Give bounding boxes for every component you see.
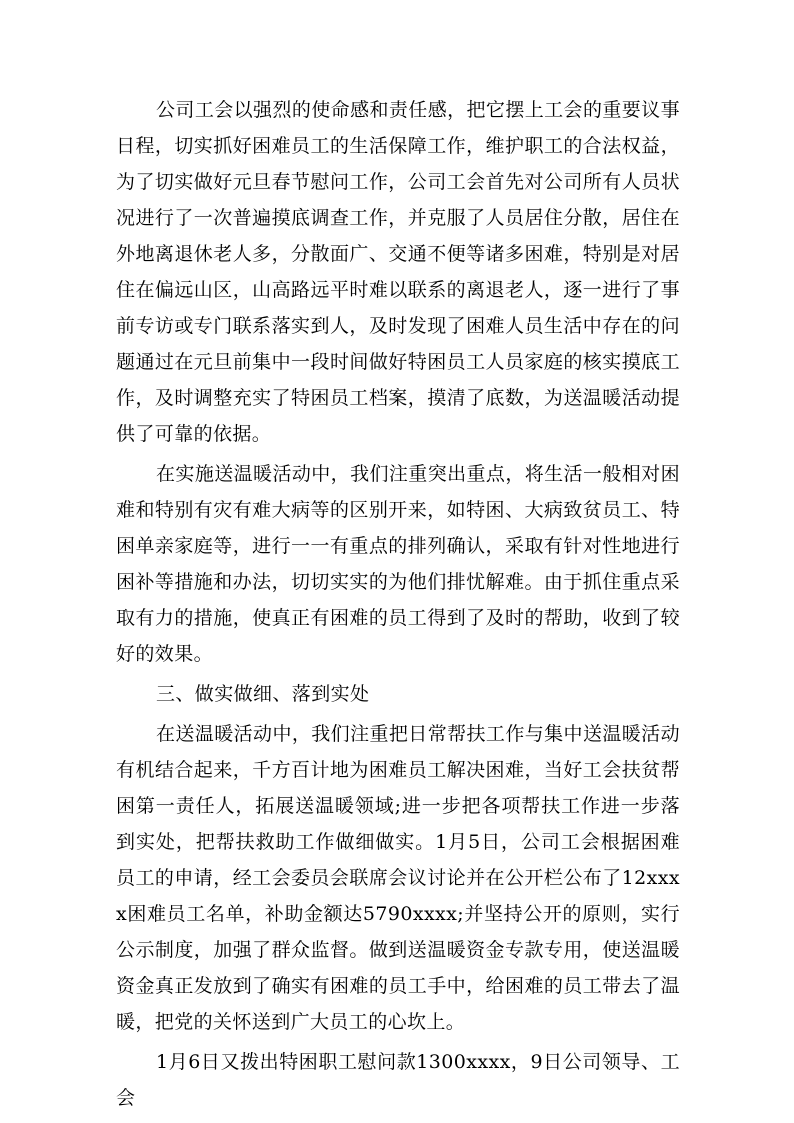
document-body bbox=[116, 92, 680, 1116]
paragraph-assistance-work: 在送温暖活动中，我们注重把日常帮扶工作与集中送温暖活动有机结合起来，千方百计地为困难员工解决困难，当好工会扶贫帮困第一责任人，拓展送温暖领域;进一步把各项帮扶工作进一步落到实处，把帮扶救助工作做细做实。1月5日，公司工会根据困难员工的申请，经工会委员会联席会议讨论并在公开栏公布了12xxxx困难员工名单，补助金额达5790xxxx;并坚持公开的原则，实行公示制度，加强了群众监督。做到送温暖资金专款专用，使送温暖资金真正发放到了确实有困难的员工手中，给困难的员工带去了温暖，把党的关怀送到广大员工的心坎上。 bbox=[116, 723, 680, 1033]
paragraph-condolence-funds: 1月6日又拨出特困职工慰问款1300xxxx，9日公司领导、工会 bbox=[116, 1051, 680, 1109]
paragraph-union-survey: 公司工会以强烈的使命感和责任感，把它摆上工会的重要议事日程，切实抓好困难员工的生活保障工作，维护职工的合法权益，为了切实做好元旦春节慰问工作，公司工会首先对公司所有人员状况进行了一次普遍摸底调查工作，并克服了人员居住分散，居住在外地离退休老人多，分散面广、交通不便等诸多困难，特别是对居住在偏远山区，山高路远平时难以联系的离退老人，逐一进行了事前专访或专门联系落实到人，及时发现了困难人员生活中存在的问题通过在元旦前集中一段时间做好特困员工人员家庭的核实摸底工作，及时调整充实了特困员工档案，摸清了底数，为送温暖活动提供了可靠的依据。 bbox=[116, 99, 680, 445]
section-heading: 三、做实做细、落到实处 bbox=[156, 683, 370, 705]
paragraph-focus-key-points: 在实施送温暖活动中，我们注重突出重点，将生活一般相对困难和特别有灾有难大病等的区别开来，如特困、大病致贫员工、特困单亲家庭等，进行一一有重点的排列确认，采取有针对性地进行困补等措施和办法，切切实实的为他们排忧解难。由于抓住重点采取有力的措施，使真正有困难的员工得到了及时的帮助，收到了较好的效果。 bbox=[116, 463, 680, 665]
